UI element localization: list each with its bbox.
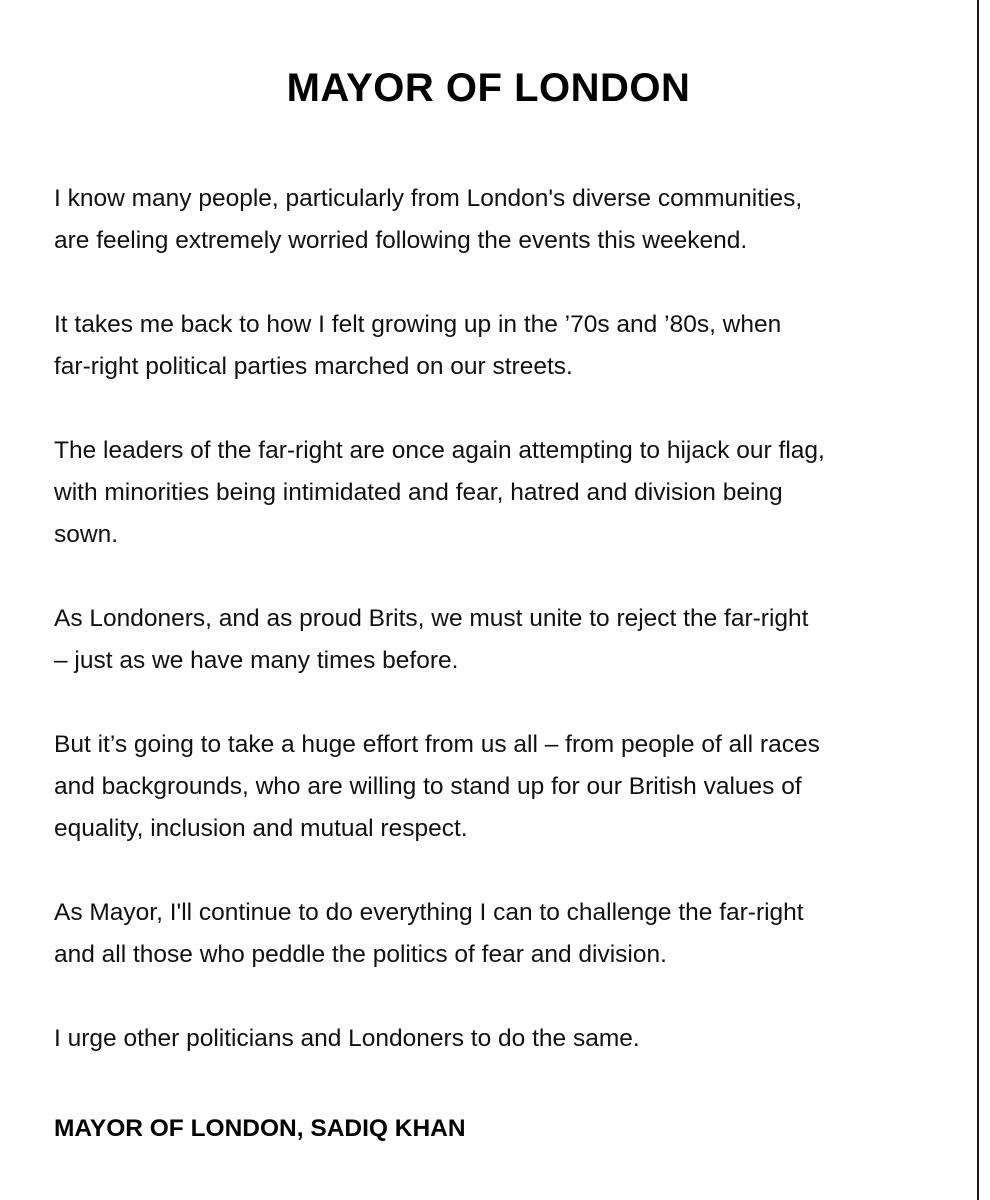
paragraph-4: As Londoners, and as proud Brits, we must unite to reject the far-right – just as we have many times before. <box>54 605 809 674</box>
paragraph-7: I urge other politicians and Londoners to do the same. <box>54 1025 640 1052</box>
statement-body <box>54 178 954 1102</box>
paragraph-2: It takes me back to how I felt growing up in the ’70s and ’80s, when far-right political parties marched on our streets. <box>54 311 782 380</box>
page-edge-divider <box>977 0 979 1200</box>
paragraph-1: I know many people, particularly from London's diverse communities, are feeling extremely worried following the events this weekend. <box>54 185 803 254</box>
paragraph-3: The leaders of the far-right are once again attempting to hijack our flag, with minorities being intimidated and fear, hatred and division being sown. <box>54 437 825 548</box>
paragraph-6: As Mayor, I'll continue to do everything I can to challenge the far-right and all those who peddle the politics of fear and division. <box>54 899 804 968</box>
signature: MAYOR OF LONDON, SADIQ KHAN <box>54 1115 466 1142</box>
page-title: MAYOR OF LONDON <box>286 66 691 110</box>
paragraph-5: But it’s going to take a huge effort from us all – from people of all races and backgrounds, who are willing to stand up for our British values of equality, inclusion and mutual respect. <box>54 731 820 842</box>
